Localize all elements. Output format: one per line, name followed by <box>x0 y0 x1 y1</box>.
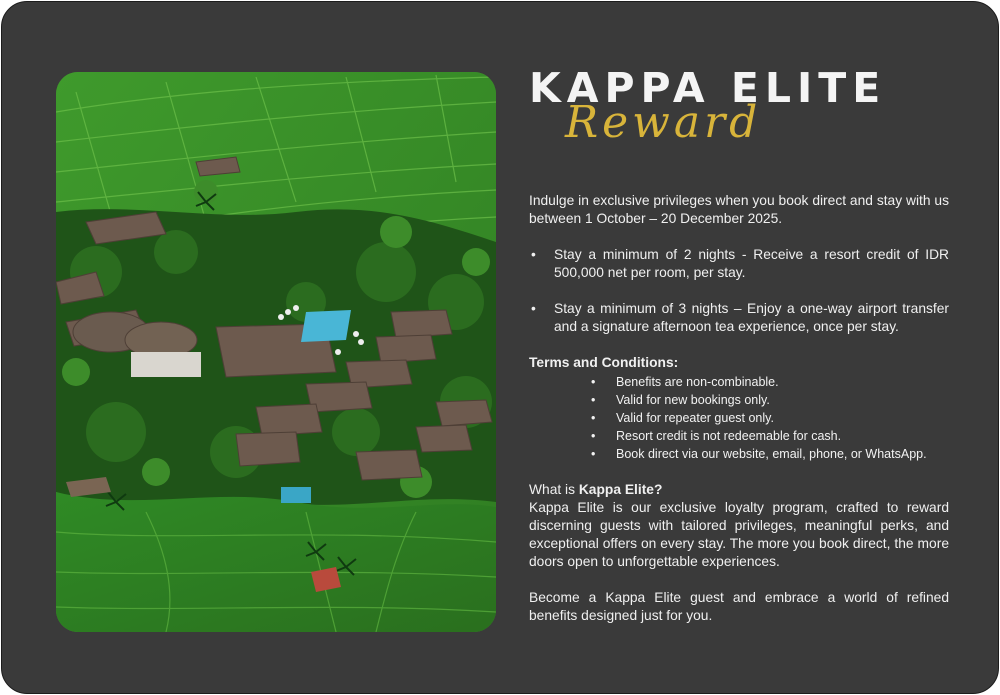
terms-item: • Valid for new bookings only. <box>591 391 949 409</box>
resort-aerial-photo <box>56 72 496 632</box>
closing-text: Become a Kappa Elite guest and embrace a world of refined benefits designed just for you. <box>529 590 949 623</box>
terms-list <box>591 373 949 463</box>
what-is-brand: Kappa Elite? <box>578 482 663 497</box>
perks-list <box>529 246 949 336</box>
perk-item: • Stay a minimum of 2 nights - Receive a resort credit of IDR 500,000 net per room, per stay. <box>529 246 949 282</box>
resort-aerial-illustration <box>56 72 496 632</box>
promo-content <box>529 64 949 625</box>
program-title: KAPPA ELITE <box>529 64 887 112</box>
terms-item: • Benefits are non-combinable. <box>591 373 949 391</box>
terms-item: • Book direct via our website, email, phone, or WhatsApp. <box>591 445 949 463</box>
reward-script-heading: Reward <box>565 97 762 148</box>
what-is-body: Kappa Elite is our exclusive loyalty program, crafted to reward discerning guests with tailored privileges, meaningful perks, and exceptional offers on every stay. The more you book direct, the more doors open to unforgettable experiences. <box>529 500 949 569</box>
intro-text: Indulge in exclusive privileges when you book direct and stay with us between 1 October – 20 December 2025. <box>529 193 949 226</box>
what-is-section <box>529 481 949 571</box>
perk-item: • Stay a minimum of 3 nights – Enjoy a one-way airport transfer and a signature afternoon tea experience, once per stay. <box>529 300 949 336</box>
promo-card <box>1 1 999 694</box>
terms-item: • Valid for repeater guest only. <box>591 409 949 427</box>
terms-item: • Resort credit is not redeemable for cash. <box>591 427 949 445</box>
what-is-prefix: What is <box>529 482 579 497</box>
terms-heading: Terms and Conditions: <box>529 355 679 370</box>
